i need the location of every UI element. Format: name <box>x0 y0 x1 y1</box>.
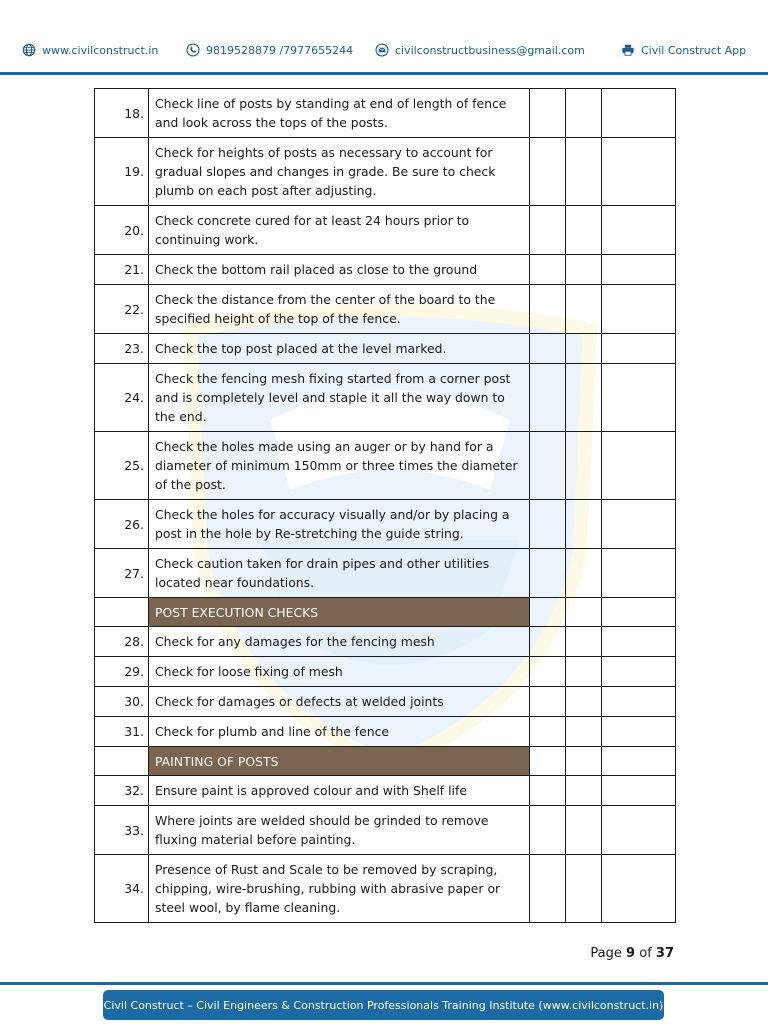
row-number: 25. <box>95 432 149 500</box>
row-number: 18. <box>95 89 149 138</box>
row-description: Check for heights of posts as necessary to account for gradual slopes and changes in grade. Be sure to check plumb on each post after adjusting. <box>149 138 530 206</box>
row-description: Check the holes made using an auger or by hand for a diameter of minimum 150mm or three times the diameter of the post. <box>149 432 530 500</box>
table-row <box>95 717 676 747</box>
page-number <box>590 946 674 961</box>
row-description: Check for loose fixing of mesh <box>149 657 530 687</box>
check-cell[interactable] <box>530 334 566 364</box>
remarks-cell[interactable] <box>602 627 676 657</box>
section-title: PAINTING OF POSTS <box>149 747 530 776</box>
section-number-cell <box>95 598 149 627</box>
remarks-cell[interactable] <box>602 806 676 855</box>
header-divider <box>0 72 768 75</box>
check-cell[interactable] <box>566 806 602 855</box>
globe-icon <box>22 43 36 57</box>
remarks-cell[interactable] <box>602 747 676 776</box>
check-cell[interactable] <box>566 717 602 747</box>
remarks-cell[interactable] <box>602 776 676 806</box>
check-cell[interactable] <box>530 687 566 717</box>
header-app-text: Civil Construct App <box>641 43 747 57</box>
footer-banner <box>103 990 664 1020</box>
table-row <box>95 855 676 923</box>
row-description: Check the fencing mesh fixing started from a corner post and is completely level and staple it all the way down to the end. <box>149 364 530 432</box>
check-cell[interactable] <box>530 747 566 776</box>
row-description: Check for any damages for the fencing mesh <box>149 627 530 657</box>
row-number: 32. <box>95 776 149 806</box>
section-title: POST EXECUTION CHECKS <box>149 598 530 627</box>
check-cell[interactable] <box>530 138 566 206</box>
row-description: Check for damages or defects at welded joints <box>149 687 530 717</box>
check-cell[interactable] <box>530 432 566 500</box>
table-row <box>95 432 676 500</box>
check-cell[interactable] <box>530 627 566 657</box>
row-description: Where joints are welded should be grinded to remove fluxing material before painting. <box>149 806 530 855</box>
remarks-cell[interactable] <box>602 657 676 687</box>
check-cell[interactable] <box>530 364 566 432</box>
header-website-text: www.civilconstruct.in <box>42 43 159 57</box>
row-description: Check line of posts by standing at end of length of fence and look across the tops of the posts. <box>149 89 530 138</box>
check-cell[interactable] <box>566 776 602 806</box>
remarks-cell[interactable] <box>602 717 676 747</box>
row-description: Check the bottom rail placed as close to the ground <box>149 255 530 285</box>
check-cell[interactable] <box>566 206 602 255</box>
header-phone[interactable] <box>186 41 353 59</box>
checklist-table <box>94 88 676 923</box>
row-number: 31. <box>95 717 149 747</box>
table-row <box>95 549 676 598</box>
table-row <box>95 285 676 334</box>
row-description: Check the holes for accuracy visually and/or by placing a post in the hole by Re-stretching the guide string. <box>149 500 530 549</box>
check-cell[interactable] <box>566 747 602 776</box>
remarks-cell[interactable] <box>602 334 676 364</box>
table-row <box>95 627 676 657</box>
check-cell[interactable] <box>530 806 566 855</box>
table-row <box>95 776 676 806</box>
table-row <box>95 657 676 687</box>
footer-divider <box>0 982 768 985</box>
header-email[interactable] <box>375 41 585 59</box>
check-cell[interactable] <box>530 776 566 806</box>
row-number: 27. <box>95 549 149 598</box>
remarks-cell[interactable] <box>602 89 676 138</box>
table-row <box>95 206 676 255</box>
row-description: Check the distance from the center of the board to the specified height of the top of the fence. <box>149 285 530 334</box>
check-cell[interactable] <box>530 855 566 923</box>
check-cell[interactable] <box>566 855 602 923</box>
check-cell[interactable] <box>530 206 566 255</box>
row-number: 33. <box>95 806 149 855</box>
remarks-cell[interactable] <box>602 206 676 255</box>
table-row <box>95 806 676 855</box>
check-cell[interactable] <box>566 549 602 598</box>
row-number: 21. <box>95 255 149 285</box>
table-row <box>95 364 676 432</box>
check-cell[interactable] <box>530 717 566 747</box>
row-number: 22. <box>95 285 149 334</box>
remarks-cell[interactable] <box>602 855 676 923</box>
page-current: 9 <box>626 946 636 961</box>
remarks-cell[interactable] <box>602 364 676 432</box>
remarks-cell[interactable] <box>602 285 676 334</box>
table-row <box>95 138 676 206</box>
row-number: 29. <box>95 657 149 687</box>
row-description: Presence of Rust and Scale to be removed by scraping, chipping, wire-brushing, rubbing with abrasive paper or steel wool, by flame cleaning. <box>149 855 530 923</box>
header-email-text: civilconstructbusiness@gmail.com <box>395 43 585 57</box>
check-cell[interactable] <box>566 138 602 206</box>
remarks-cell[interactable] <box>602 500 676 549</box>
check-cell[interactable] <box>566 285 602 334</box>
row-description: Check for plumb and line of the fence <box>149 717 530 747</box>
row-number: 19. <box>95 138 149 206</box>
row-number: 23. <box>95 334 149 364</box>
table-row <box>95 255 676 285</box>
check-cell[interactable] <box>530 500 566 549</box>
remarks-cell[interactable] <box>602 138 676 206</box>
check-cell[interactable] <box>566 334 602 364</box>
check-cell[interactable] <box>530 89 566 138</box>
row-description: Check caution taken for drain pipes and other utilities located near foundations. <box>149 549 530 598</box>
check-cell[interactable] <box>566 687 602 717</box>
header-phone-text: 9819528879 /7977655244 <box>206 43 354 57</box>
printer-app-icon <box>621 43 635 57</box>
table-row <box>95 500 676 549</box>
check-cell[interactable] <box>530 598 566 627</box>
section-number-cell <box>95 747 149 776</box>
check-cell[interactable] <box>566 598 602 627</box>
table-row <box>95 334 676 364</box>
page-header <box>0 0 768 78</box>
footer-text: Civil Construct – Civil Engineers & Construction Professionals Training Institute (www.civilconstruct.in) <box>103 998 664 1012</box>
row-number: 34. <box>95 855 149 923</box>
row-number: 28. <box>95 627 149 657</box>
row-description: Ensure paint is approved colour and with Shelf life <box>149 776 530 806</box>
remarks-cell[interactable] <box>602 549 676 598</box>
check-cell[interactable] <box>566 364 602 432</box>
row-number: 24. <box>95 364 149 432</box>
check-cell[interactable] <box>566 657 602 687</box>
check-cell[interactable] <box>530 255 566 285</box>
header-app[interactable] <box>621 41 746 59</box>
page-label: Page <box>590 946 622 961</box>
check-cell[interactable] <box>566 627 602 657</box>
check-cell[interactable] <box>530 285 566 334</box>
remarks-cell[interactable] <box>602 598 676 627</box>
check-cell[interactable] <box>566 255 602 285</box>
table-row <box>95 687 676 717</box>
row-number: 26. <box>95 500 149 549</box>
header-website[interactable] <box>22 41 158 59</box>
check-cell[interactable] <box>530 657 566 687</box>
check-cell[interactable] <box>566 89 602 138</box>
page-total: 37 <box>655 946 674 961</box>
row-description: Check the top post placed at the level marked. <box>149 334 530 364</box>
check-cell[interactable] <box>566 432 602 500</box>
section-header-post-execution <box>95 598 676 627</box>
email-icon <box>375 43 389 57</box>
check-cell[interactable] <box>530 549 566 598</box>
page-of: of <box>639 946 652 961</box>
section-header-painting <box>95 747 676 776</box>
remarks-cell[interactable] <box>602 255 676 285</box>
remarks-cell[interactable] <box>602 432 676 500</box>
phone-icon <box>186 43 200 57</box>
row-number: 30. <box>95 687 149 717</box>
remarks-cell[interactable] <box>602 687 676 717</box>
row-number: 20. <box>95 206 149 255</box>
row-description: Check concrete cured for at least 24 hours prior to continuing work. <box>149 206 530 255</box>
check-cell[interactable] <box>566 500 602 549</box>
table-row <box>95 89 676 138</box>
